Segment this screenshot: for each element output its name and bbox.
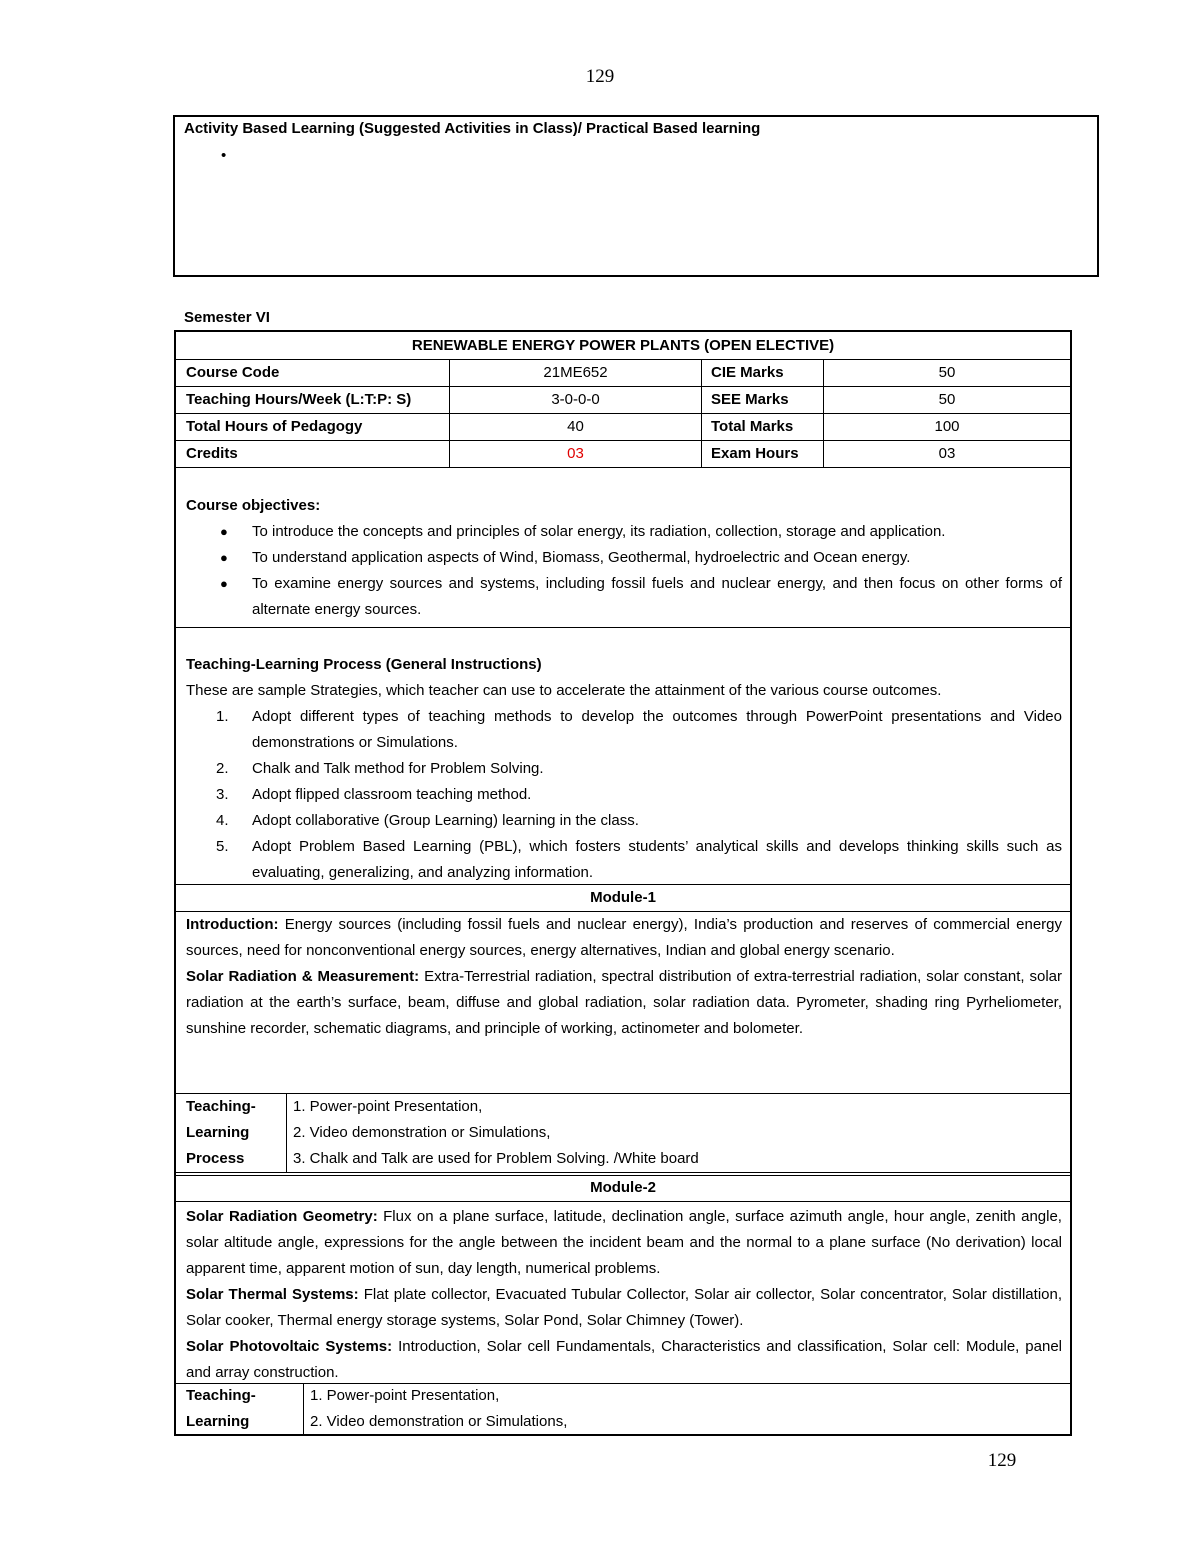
bullet-icon: ● xyxy=(220,550,228,565)
page-number-bottom: 129 xyxy=(987,1450,1017,1471)
see-marks-label: SEE Marks xyxy=(711,391,789,408)
course-code-label: Course Code xyxy=(186,364,280,381)
pedagogy-hours-label: Total Hours of Pedagogy xyxy=(186,418,363,435)
list-item: 2. Video demonstration or Simulations, xyxy=(310,1413,568,1430)
module-1-content: Introduction: Energy sources (including fossil fuels and nuclear energy), India’s production and reserves of commercial energy sources, need for nonconventional energy sources, energy alternatives, Indian and global energy scenario. Solar Radiation & Measurement: Extra-Terrestrial radiation, spectral distribution of extra-terrestrial radiation, solar constant, solar radiation at the earth’s surface, beam, diffuse and global radiation, solar radiation data. Pyrometer, shading ring Pyrheliometer, sunshine recorder, schematic diagrams, and principle of working, actinometer and bolometer. xyxy=(186,916,1062,1037)
bullet-icon: ● xyxy=(220,576,228,591)
list-item: 1. Power-point Presentation, xyxy=(310,1387,500,1404)
list-item: 3. Adopt flipped classroom teaching method. xyxy=(216,786,532,803)
course-table xyxy=(174,330,1072,1436)
credits-value: 03 xyxy=(567,445,584,462)
module-1-tl-label-1: Teaching- xyxy=(186,1098,256,1115)
module-2-title: Module-2 xyxy=(590,1179,656,1196)
tlp-list xyxy=(176,704,1070,886)
objectives-heading: Course objectives: xyxy=(186,497,321,514)
cie-marks-label: CIE Marks xyxy=(711,364,784,381)
activity-based-learning-title: Activity Based Learning (Suggested Activities in Class)/ Practical Based learning xyxy=(184,120,761,137)
semester-label: Semester VI xyxy=(184,309,270,326)
list-item: 1. Power-point Presentation, xyxy=(293,1098,483,1115)
module-1-tl-label-2: Learning xyxy=(186,1124,250,1141)
module-2-content: Solar Radiation Geometry: Flux on a plane surface, latitude, declination angle, surface azimuth angle, hour angle, zenith angle, solar altitude angle, expressions for the angle between the incident beam and the normal to a plane surface (No derivation) local apparent time, apparent motion of sun, day length, numerical problems. Solar Thermal Systems: Flat plate collector, Evacuated Tubular Collector, Solar air collector, Solar concentrator, Solar distillation, Solar cooker, Thermal energy storage systems, Solar Pond, Solar Chimney (Tower). Solar Photovoltaic Systems: Introduction, Solar cell Fundamentals, Characteristics and classification, Solar cell: Module, panel and array construction. xyxy=(186,1208,1063,1381)
list-item: 3. Chalk and Talk are used for Problem Solving. /White board xyxy=(293,1150,699,1167)
activity-based-learning-box xyxy=(173,115,1099,277)
module-2-tl-label-1: Teaching- xyxy=(186,1387,256,1404)
exam-hours-value: 03 xyxy=(938,445,956,462)
see-marks-value: 50 xyxy=(938,391,956,408)
course-title: RENEWABLE ENERGY POWER PLANTS (OPEN ELECTIVE) xyxy=(411,337,835,354)
list-item: 1. Adopt different types of teaching methods to develop the outcomes through PowerPoint presentations and Video demonstrations or Simulations. xyxy=(216,708,1062,751)
list-item: ● To examine energy sources and systems, including fossil fuels and nuclear energy, and then focus on other forms of alternate energy sources. xyxy=(176,571,1070,623)
module-2-tl-label-2: Learning xyxy=(186,1413,250,1430)
list-item: 2. Video demonstration or Simulations, xyxy=(293,1124,551,1141)
page-number-top: 129 xyxy=(585,66,615,87)
tlp-heading: Teaching-Learning Process (General Instructions) xyxy=(186,656,542,673)
list-item: ● To understand application aspects of Wind, Biomass, Geothermal, hydroelectric and Ocean energy. xyxy=(176,545,1070,571)
cie-marks-value: 50 xyxy=(938,364,956,381)
credits-label: Credits xyxy=(186,445,238,462)
total-marks-value: 100 xyxy=(934,418,960,435)
course-code-value: 21ME652 xyxy=(543,364,608,381)
objectives-list xyxy=(176,519,1070,623)
bullet-icon: • xyxy=(221,147,227,164)
list-item: ● To introduce the concepts and principles of solar energy, its radiation, collection, storage and application. xyxy=(176,519,1070,545)
bullet-icon: ● xyxy=(220,524,228,539)
list-item: 5. Adopt Problem Based Learning (PBL), which fosters students’ analytical skills and develops thinking skills such as evaluating, generalizing, and analyzing information. xyxy=(216,838,1062,881)
teaching-hours-label: Teaching Hours/Week (L:T:P: S) xyxy=(186,391,412,408)
module-1-title: Module-1 xyxy=(590,889,656,906)
list-item: 2. Chalk and Talk method for Problem Solving. xyxy=(216,760,544,777)
tlp-intro: These are sample Strategies, which teacher can use to accelerate the attainment of the various course outcomes. xyxy=(186,682,942,699)
pedagogy-hours-value: 40 xyxy=(567,418,584,435)
exam-hours-label: Exam Hours xyxy=(711,445,799,462)
total-marks-label: Total Marks xyxy=(711,418,794,435)
teaching-hours-value: 3-0-0-0 xyxy=(551,391,600,408)
list-item: 4. Adopt collaborative (Group Learning) learning in the class. xyxy=(216,812,639,829)
module-1-tl-label-3: Process xyxy=(186,1150,245,1167)
